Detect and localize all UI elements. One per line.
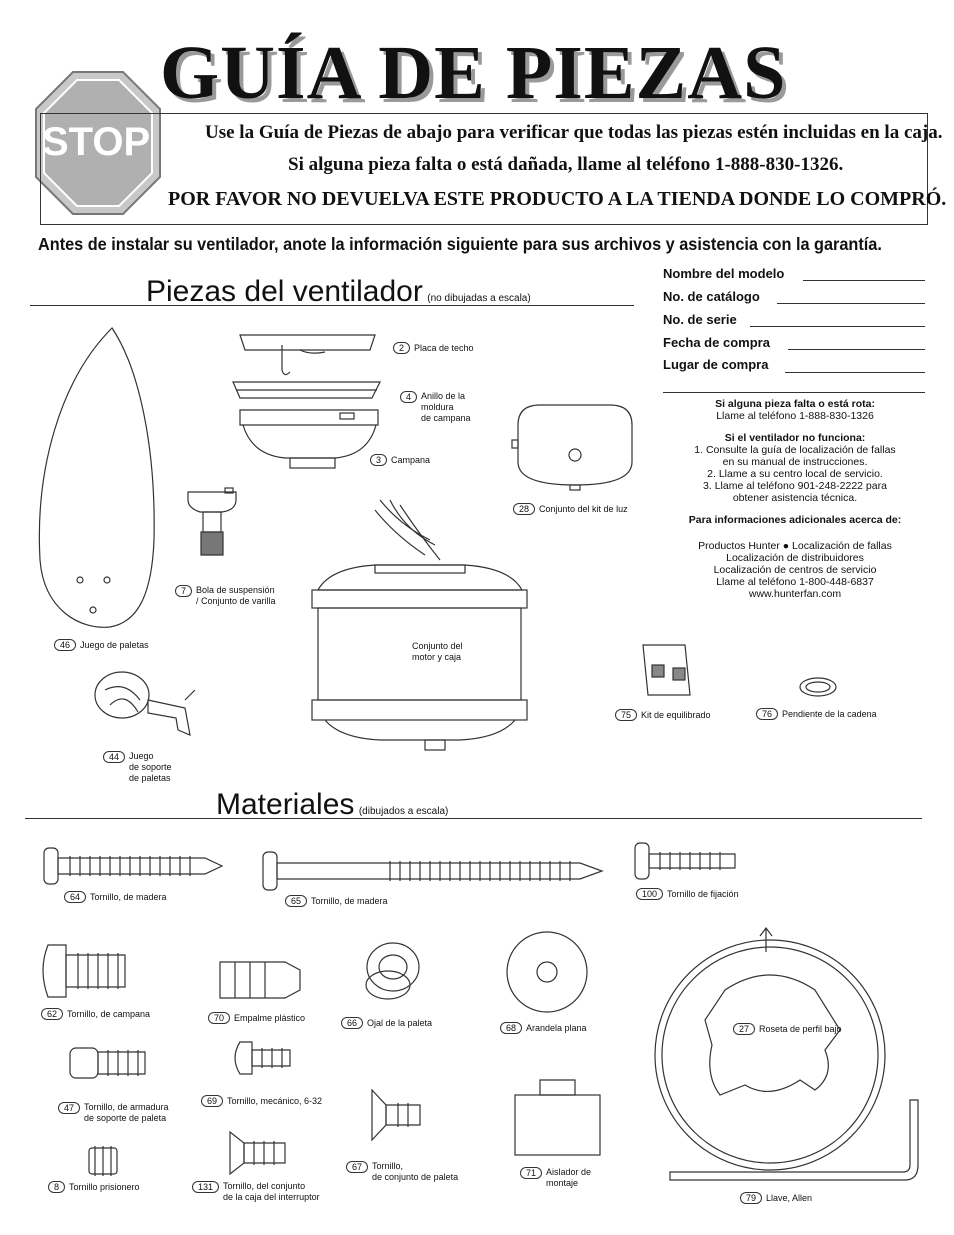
material-71-text-2: montaje [546,1178,579,1188]
fan-parts-title: Piezas del ventilador [146,275,423,308]
part-28-label [513,503,628,515]
part-4-text-3: de campana [421,413,471,423]
pull-chain-fob-icon [800,678,836,696]
set-screw-100-icon [635,843,735,879]
page-title: GUÍA DE PIEZAS [160,31,787,115]
material-47-number: 47 [58,1102,80,1114]
material-68-text: Arandela plana [526,1023,587,1033]
notwork-step3b: obtener asistencia técnica. [732,492,858,504]
material-68-label [500,1022,587,1034]
material-100-label [636,888,739,900]
part-7-number: 7 [175,585,192,597]
part-46-number: 46 [54,639,76,651]
wood-screw-65-icon [263,852,602,890]
material-64-text: Tornillo, de madera [90,892,167,902]
missing-phone: Llame al teléfono 1-888-830-1326 [716,410,874,422]
before-install-text: Antes de instalar su ventilador, anote la información siguiente para sus archivos y asistencia con la garantía. [38,234,882,254]
material-65-number: 65 [285,895,307,907]
light-kit-icon [512,405,632,490]
set-screw-8-icon [89,1146,117,1176]
machine-screw-69-icon [235,1042,290,1074]
missing-title: Si alguna pieza falta o está rota: [715,398,875,410]
material-8-number: 8 [48,1181,65,1193]
material-27-label [733,1023,842,1035]
notice-line-1: Use la Guía de Piezas de abajo para verificar que todas las piezas estén incluidas en la caja. [205,122,943,143]
material-79-label [740,1192,812,1204]
material-65-label [285,895,388,907]
material-64-label [64,891,167,903]
part-4-label [400,391,471,424]
material-70-text: Empalme plástico [234,1013,306,1023]
purchase-date-label: Fecha de compra [663,335,770,350]
additional-title: Para informaciones adicionales acerca de: [688,514,902,526]
material-68-number: 68 [500,1022,522,1034]
serial-no-field[interactable] [750,326,925,327]
material-131-label [192,1181,320,1203]
notice-line-3: POR FAVOR NO DEVUELVA ESTE PRODUCTO A LA TIENDA DONDE LO COMPRÓ. [168,188,947,210]
part-76-label [756,708,877,720]
part-76-text: Pendiente de la cadena [782,709,877,719]
material-8-label [48,1181,140,1193]
flat-washer-68-icon [507,932,587,1012]
material-70-number: 70 [208,1012,230,1024]
notwork-title: Si el ventilador no funciona: [724,432,866,444]
material-47-label [58,1102,169,1124]
part-3-number: 3 [370,454,387,466]
materials-heading [216,788,448,822]
material-66-text: Ojal de la paleta [367,1018,433,1028]
material-47-text-2: de soporte de paleta [84,1113,167,1123]
notice-line-2: Si alguna pieza falta o está dañada, llame al teléfono 1-888-830-1326. [288,154,844,175]
material-47-text-1: Tornillo, de armadura [84,1102,169,1112]
grommet-66-icon [366,943,419,999]
part-2-number: 2 [393,342,410,354]
part-75-text: Kit de equilibrado [641,710,711,720]
additional-4: Llame al teléfono 1-800-448-6837 [716,576,874,588]
part-44-text-1: Juego [129,751,154,761]
part-44-label [103,751,172,784]
additional-1a: Productos Hunter [698,540,780,552]
catalog-no-label: No. de catálogo [663,289,760,304]
additional-1b: Localización de fallas [792,540,892,552]
fan-parts-note: (no dibujadas a escala) [427,293,531,304]
bracket-screw-47-icon [70,1048,145,1078]
material-69-text: Tornillo, mecánico, 6-32 [227,1096,323,1106]
part-46-text: Juego de paletas [80,640,149,650]
material-79-number: 79 [740,1192,762,1204]
materials-note: (dibujados a escala) [358,806,449,817]
part-3-label [370,454,430,466]
material-71-number: 71 [520,1167,542,1179]
part-46-label [54,639,149,651]
material-71-label [520,1167,591,1189]
wood-screw-64-icon [44,848,222,884]
wire-nut-70-icon [220,962,300,998]
switch-housing-screw-131-icon [230,1132,285,1174]
material-67-text-2: de conjunto de paleta [372,1172,459,1182]
part-3-text: Campana [391,455,431,465]
ceiling-plate-icon [240,335,375,375]
mounting-isolator-71-icon [515,1080,600,1155]
material-27-text: Roseta de perfil bajo [759,1024,842,1034]
stop-sign-text: STOP [42,120,151,164]
canopy-screw-62-icon [43,945,125,997]
material-62-text: Tornillo, de campana [67,1009,151,1019]
material-67-number: 67 [346,1161,368,1173]
catalog-no-field[interactable] [777,303,925,304]
materials-title: Materiales [216,788,355,821]
material-66-label [341,1017,432,1029]
part-4-text-1: Anillo de la [421,391,466,401]
blade-screw-67-icon [372,1090,420,1140]
canopy-icon [240,410,378,468]
part-7-label [175,585,276,607]
fan-parts-rule [30,305,634,306]
material-66-number: 66 [341,1017,363,1029]
material-8-text: Tornillo prisionero [69,1182,140,1192]
material-131-text-2: de la caja del interruptor [223,1192,320,1202]
notwork-step1a: 1. Consulte la guía de localización de fallas [694,444,896,456]
material-69-number: 69 [201,1095,223,1107]
fan-blade-icon [39,328,154,627]
additional-5: www.hunterfan.com [748,588,842,600]
material-65-text: Tornillo, de madera [311,896,388,906]
trim-ring-icon [233,382,380,398]
material-131-text-1: Tornillo, del conjunto [223,1181,306,1191]
material-71-text-1: Aislador de [546,1167,592,1177]
part-4-text-2: moldura [421,402,454,412]
material-62-label [41,1008,150,1020]
purchase-place-label: Lugar de compra [663,357,769,372]
info-block [660,398,930,600]
material-131-number: 131 [192,1181,219,1193]
bullet-icon: ● [782,540,790,552]
additional-3: Localización de centros de servicio [713,564,877,576]
notwork-step1b: en su manual de instrucciones. [722,456,868,468]
part-2-text: Placa de techo [414,343,474,353]
part-44-text-3: de paletas [129,773,171,783]
part-2-label [393,342,474,354]
material-100-text: Tornillo de fijación [667,889,739,899]
low-profile-ring-27-icon [655,928,885,1170]
notwork-step3a: 3. Llame al teléfono 901-248-2222 para [703,480,887,492]
materials-rule [25,818,922,819]
serial-no-label: No. de serie [663,312,737,327]
motor-text-2: motor y caja [412,652,462,662]
material-79-text: Llave, Allen [766,1193,813,1203]
part-7-text-1: Bola de suspensión [196,585,275,595]
motor-text-1: Conjunto del [412,641,463,651]
part-75-number: 75 [615,709,637,721]
material-62-number: 62 [41,1008,63,1020]
purchase-date-field[interactable] [788,349,925,350]
part-7-text-2: / Conjunto de varilla [196,596,276,606]
blade-bracket-icon [95,672,195,735]
model-name-field[interactable] [803,280,925,281]
part-28-text: Conjunto del kit de luz [539,504,628,514]
material-69-label [201,1095,322,1107]
material-67-text-1: Tornillo, [372,1161,404,1171]
material-70-label [208,1012,305,1024]
purchase-place-field[interactable] [785,372,925,373]
notwork-step2: 2. Llame a su centro local de servicio. [707,468,883,480]
part-28-number: 28 [513,503,535,515]
material-64-number: 64 [64,891,86,903]
part-44-text-2: de soporte [129,762,172,772]
material-67-label [346,1161,458,1183]
part-44-number: 44 [103,751,125,763]
part-75-label [615,709,711,721]
part-76-number: 76 [756,708,778,720]
additional-2: Localización de distribuidores [726,552,864,564]
material-27-number: 27 [733,1023,755,1035]
motor-housing-icon [312,500,527,750]
motor-label [412,641,463,663]
balancing-kit-icon [643,645,690,695]
material-100-number: 100 [636,888,663,900]
fan-parts-heading [146,275,531,309]
extra-line [663,392,925,393]
model-name-label: Nombre del modelo [663,266,785,281]
downrod-icon [188,488,236,555]
part-4-number: 4 [400,391,417,403]
